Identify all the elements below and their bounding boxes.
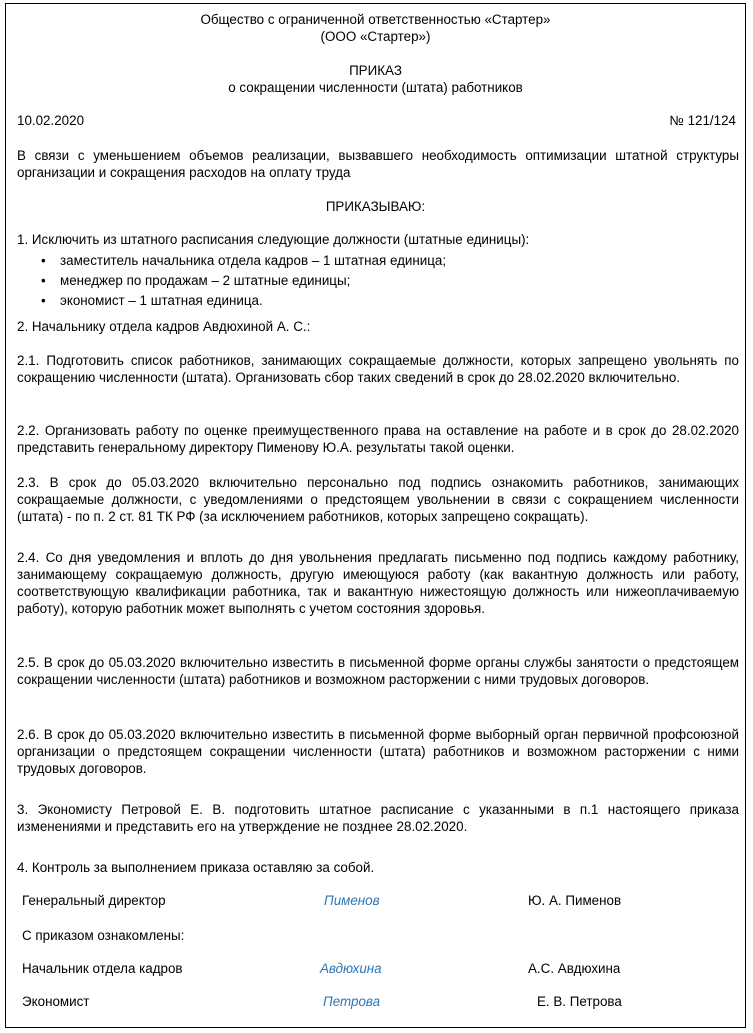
- acquainted-label: С приказом ознакомлены:: [22, 928, 185, 943]
- hr-head-title: Начальник отдела кадров: [22, 961, 183, 976]
- list-item: • менеджер по продажам – 2 штатные единицы;: [39, 271, 446, 291]
- intro-paragraph: В связи с уменьшением объемов реализации, вызвавшего необходимость оптимизации штатной структуры организации и сокращения расходов на оплату труда: [17, 148, 739, 180]
- item-2-2: 2.2. Организовать работу по оценке преимущественного права на оставление на работе и в срок до 28.02.2020 представить генеральному директору Пименову Ю.А. результаты такой оценки.: [17, 423, 739, 455]
- order-word: ПРИКАЗЫВАЮ:: [325, 199, 426, 214]
- org-short-name: (ООО «Стартер»): [320, 29, 431, 44]
- order-document: [5, 3, 746, 1028]
- list-item: • экономист – 1 штатная единица.: [39, 291, 446, 311]
- item-4: 4. Контроль за выполнением приказа оставляю за собой.: [17, 860, 375, 875]
- economist-title: Экономист: [22, 994, 90, 1009]
- director-name: Ю. А. Пименов: [528, 893, 622, 908]
- document-type: ПРИКАЗ: [349, 63, 402, 78]
- list-item: • заместитель начальника отдела кадров – 1 штатная единица;: [39, 251, 446, 271]
- hr-head-name: А.С. Авдюхина: [528, 961, 621, 976]
- director-signature: Пименов: [324, 893, 380, 908]
- item-2-5: 2.5. В срок до 05.03.2020 включительно известить в письменной форме органы службы занятости о предстоящем сокращении численности (штата) работников и возможном расторжении с ними трудовых договоров.: [17, 655, 739, 687]
- bullet-icon: •: [41, 253, 46, 268]
- economist-name: Е. В. Петрова: [537, 994, 622, 1009]
- item-2-3: 2.3. В срок до 05.03.2020 включительно персонально под подпись ознакомить работников, занимающих сокращаемые должности, с уведомлениями о предстоящем увольнении в связи с сокращением численности (штата) - по п. 2 ст. 81 ТК РФ (за исключением работников, которых запрещено сокращать).: [17, 475, 739, 524]
- org-name: Общество с ограниченной ответственностью «Стартер»: [200, 12, 551, 27]
- bullet-icon: •: [41, 293, 46, 308]
- item-2-4: 2.4. Со дня уведомления и вплоть до дня увольнения предлагать письменно под подпись каждому работнику, занимающему сокращаемую должность, другую имеющуюся работу (как вакантную должность или работу, соответствующую квалификации работника, так и вакантную нижестоящую должность или нижеоплачиваемую работу), которую работник может выполнять с учетом состояния здоровья.: [17, 550, 739, 616]
- bullet-icon: •: [41, 273, 46, 288]
- item-2-6: 2.6. В срок до 05.03.2020 включительно известить в письменной форме выборный орган первичной профсоюзной организации о предстоящем сокращении численности (штата) работников и возможном расторжении с ними трудовых договоров.: [17, 727, 739, 776]
- document-subject: о сокращении численности (штата) работников: [228, 80, 523, 95]
- document-number: № 121/124: [669, 113, 736, 128]
- positions-list: [39, 251, 446, 311]
- document-date: 10.02.2020: [17, 113, 85, 128]
- hr-head-signature: Авдюхина: [320, 961, 382, 976]
- economist-signature: Петрова: [323, 994, 381, 1009]
- director-title: Генеральный директор: [22, 893, 166, 908]
- item-3: 3. Экономисту Петровой Е. В. подготовить штатное расписание с указанными в п.1 настоящего приказа изменениями и представить его на утверждение не позднее 28.02.2020.: [17, 802, 739, 834]
- item-2-1: 2.1. Подготовить список работников, занимающих сокращаемые должности, которых запрещено увольнять по сокращению численности (штата). Организовать сбор таких сведений в срок до 28.02.2020 включительно.: [17, 353, 739, 385]
- item-1: 1. Исключить из штатного расписания следующие должности (штатные единицы):: [17, 232, 530, 247]
- item-2: 2. Начальнику отдела кадров Авдюхиной А. С.:: [17, 319, 311, 334]
